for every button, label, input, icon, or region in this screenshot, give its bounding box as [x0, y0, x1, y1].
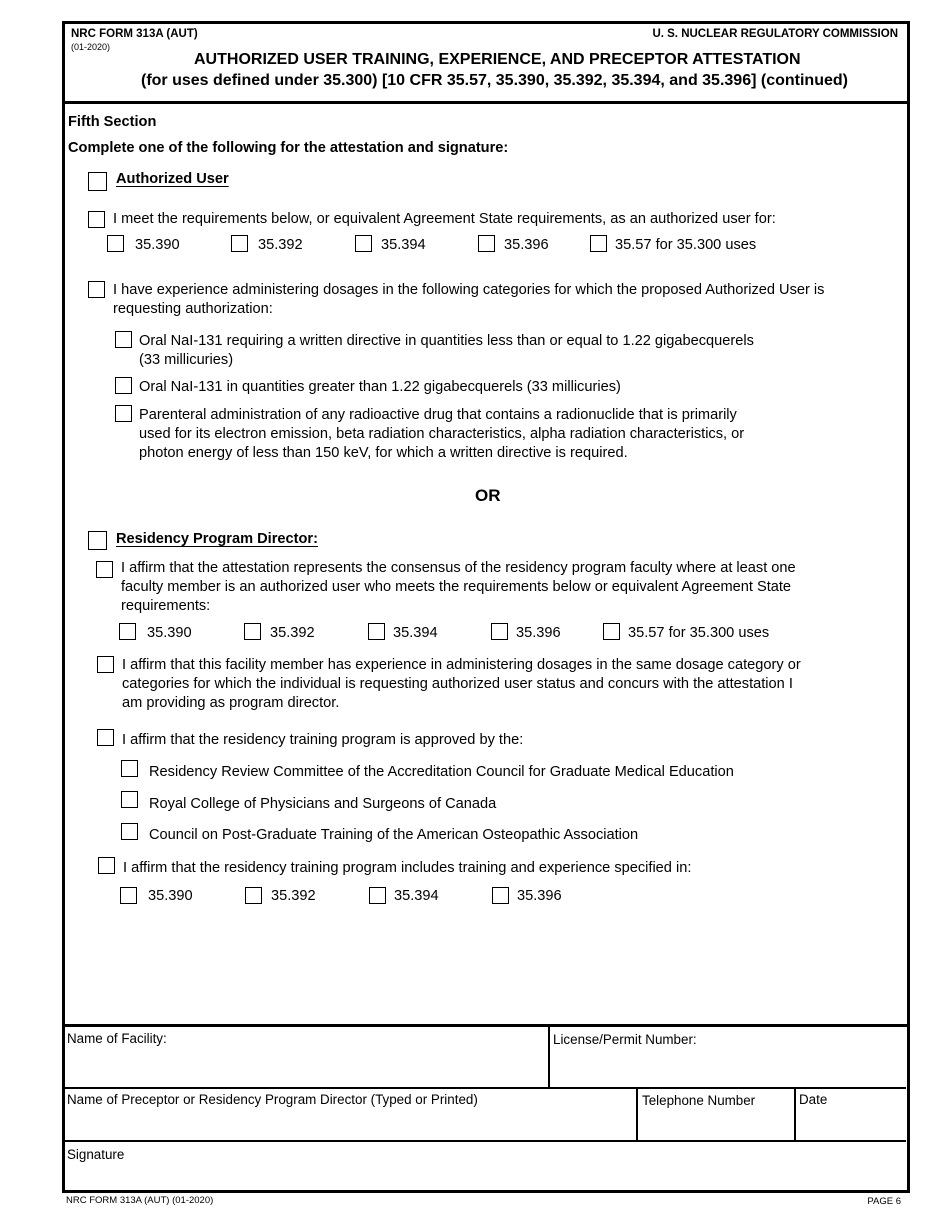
- approver-rcpsc-checkbox[interactable]: [121, 791, 138, 808]
- facility-name-label: Name of Facility:: [67, 1031, 167, 1046]
- rpd-35-396-checkbox[interactable]: [491, 623, 508, 640]
- approver-acgme-checkbox[interactable]: [121, 760, 138, 777]
- incl-35-390-checkbox[interactable]: [120, 887, 137, 904]
- au-35-392-checkbox[interactable]: [231, 235, 248, 252]
- category-oral-high-checkbox[interactable]: [115, 377, 132, 394]
- incl-35-392-label: 35.392: [271, 888, 316, 904]
- approver-acgme-label: Residency Review Committee of the Accreditation Council for Graduate Medical Education: [149, 764, 734, 780]
- license-number-label: License/Permit Number:: [553, 1032, 697, 1047]
- category-parenteral-line3: photon energy of less than 150 keV, for which a written directive is required.: [139, 445, 628, 461]
- facility-member-line1: I affirm that this facility member has experience in administering dosages in the same dosage category or: [122, 657, 801, 673]
- includes-training-text: I affirm that the residency training program includes training and experience specified in:: [123, 860, 692, 876]
- form-date: (01-2020): [71, 42, 111, 52]
- facility-member-line2: categories for which the individual is requesting authorized user status and concurs with the attestation I: [122, 676, 793, 692]
- incl-35-390-label: 35.390: [148, 888, 193, 904]
- au-35-396-label: 35.396: [504, 237, 549, 253]
- consensus-line2: faculty member is an authorized user who meets the requirements below or equivalent Agreement State: [121, 579, 792, 595]
- rpd-35-390-checkbox[interactable]: [119, 623, 136, 640]
- experience-text-line1: I have experience administering dosages in the following categories for which the proposed Authorized User is: [113, 282, 825, 298]
- category-oral-low-line1: Oral NaI-131 requiring a written directive in quantities less than or equal to 1.22 gigabecquerels: [139, 333, 754, 349]
- incl-35-394-checkbox[interactable]: [369, 887, 386, 904]
- form-subtitle: (for uses defined under 35.300) [10 CFR 35.57, 35.390, 35.392, 35.394, and 35.396] (continued): [141, 72, 848, 89]
- section-heading: Fifth Section: [68, 114, 157, 130]
- incl-35-394-label: 35.394: [394, 888, 439, 904]
- authorized-user-label: Authorized User: [116, 171, 229, 187]
- rpd-35-390-label: 35.390: [147, 625, 192, 641]
- au-35-390-label: 35.390: [135, 237, 180, 253]
- au-35-57-label: 35.57 for 35.300 uses: [615, 237, 757, 253]
- experience-text-line2: requesting authorization:: [113, 301, 273, 317]
- category-parenteral-checkbox[interactable]: [115, 405, 132, 422]
- telephone-field[interactable]: [639, 1090, 793, 1140]
- residency-director-checkbox[interactable]: [88, 531, 107, 550]
- rpd-35-394-label: 35.394: [393, 625, 438, 641]
- approved-by-checkbox[interactable]: [97, 729, 114, 746]
- rpd-35-392-checkbox[interactable]: [244, 623, 261, 640]
- residency-director-label: Residency Program Director:: [116, 531, 318, 547]
- au-35-390-checkbox[interactable]: [107, 235, 124, 252]
- footer-page-number: PAGE 6: [867, 1196, 901, 1207]
- date-field[interactable]: [797, 1090, 903, 1140]
- signature-field[interactable]: [65, 1143, 903, 1186]
- au-35-394-label: 35.394: [381, 237, 426, 253]
- approver-rcpsc-label: Royal College of Physicians and Surgeons of Canada: [149, 796, 497, 812]
- experience-checkbox[interactable]: [88, 281, 105, 298]
- rpd-35-396-label: 35.396: [516, 625, 561, 641]
- form-title: AUTHORIZED USER TRAINING, EXPERIENCE, AND PRECEPTOR ATTESTATION: [194, 51, 801, 68]
- facility-member-line3: am providing as program director.: [122, 695, 340, 711]
- approved-by-text: I affirm that the residency training program is approved by the:: [122, 732, 524, 748]
- rpd-35-57-label: 35.57 for 35.300 uses: [628, 625, 770, 641]
- rpd-35-57-checkbox[interactable]: [603, 623, 620, 640]
- name-phone-divider: [636, 1088, 638, 1141]
- approver-aoa-label: Council on Post-Graduate Training of the American Osteopathic Association: [149, 827, 639, 843]
- preceptor-name-field[interactable]: [65, 1090, 635, 1140]
- category-oral-low-checkbox[interactable]: [115, 331, 132, 348]
- signature-block-divider: [62, 1024, 907, 1027]
- consensus-checkbox[interactable]: [96, 561, 113, 578]
- facility-name-field[interactable]: [65, 1028, 547, 1086]
- incl-35-392-checkbox[interactable]: [245, 887, 262, 904]
- authorized-user-checkbox[interactable]: [88, 172, 107, 191]
- section-instruction: Complete one of the following for the attestation and signature:: [68, 140, 509, 156]
- approver-aoa-checkbox[interactable]: [121, 823, 138, 840]
- facility-member-checkbox[interactable]: [97, 656, 114, 673]
- telephone-label: Telephone Number: [642, 1093, 756, 1108]
- signature-label: Signature: [67, 1147, 125, 1162]
- consensus-line1: I affirm that the attestation represents the consensus of the residency program faculty where at least one: [121, 560, 796, 576]
- facility-license-divider: [548, 1025, 550, 1088]
- footer-form-id: NRC FORM 313A (AUT) (01-2020): [66, 1195, 214, 1206]
- phone-date-divider: [794, 1088, 796, 1141]
- au-35-396-checkbox[interactable]: [478, 235, 495, 252]
- license-number-field[interactable]: [551, 1028, 903, 1086]
- au-35-394-checkbox[interactable]: [355, 235, 372, 252]
- includes-training-checkbox[interactable]: [98, 857, 115, 874]
- meet-requirements-checkbox[interactable]: [88, 211, 105, 228]
- rpd-35-392-label: 35.392: [270, 625, 315, 641]
- category-oral-low-line2: (33 millicuries): [139, 352, 234, 368]
- au-35-57-checkbox[interactable]: [590, 235, 607, 252]
- form-id: NRC FORM 313A (AUT): [71, 28, 198, 40]
- category-parenteral-line2: used for its electron emission, beta radiation characteristics, alpha radiation characteristics, or: [139, 426, 745, 442]
- meet-requirements-text: I meet the requirements below, or equivalent Agreement State requirements, as an authorized user for:: [113, 211, 776, 227]
- agency-name: U. S. NUCLEAR REGULATORY COMMISSION: [652, 28, 898, 40]
- consensus-line3: requirements:: [121, 598, 211, 614]
- rpd-35-394-checkbox[interactable]: [368, 623, 385, 640]
- incl-35-396-checkbox[interactable]: [492, 887, 509, 904]
- header-divider: [62, 101, 907, 104]
- date-label: Date: [799, 1092, 828, 1107]
- au-35-392-label: 35.392: [258, 237, 303, 253]
- preceptor-name-label: Name of Preceptor or Residency Program Director (Typed or Printed): [67, 1092, 478, 1107]
- row-divider-2: [64, 1140, 906, 1142]
- category-oral-high-label: Oral NaI-131 in quantities greater than 1.22 gigabecquerels (33 millicuries): [139, 379, 621, 395]
- incl-35-396-label: 35.396: [517, 888, 562, 904]
- row-divider-1: [64, 1087, 906, 1089]
- or-separator: OR: [475, 486, 501, 505]
- category-parenteral-line1: Parenteral administration of any radioactive drug that contains a radionuclide that is primarily: [139, 407, 737, 423]
